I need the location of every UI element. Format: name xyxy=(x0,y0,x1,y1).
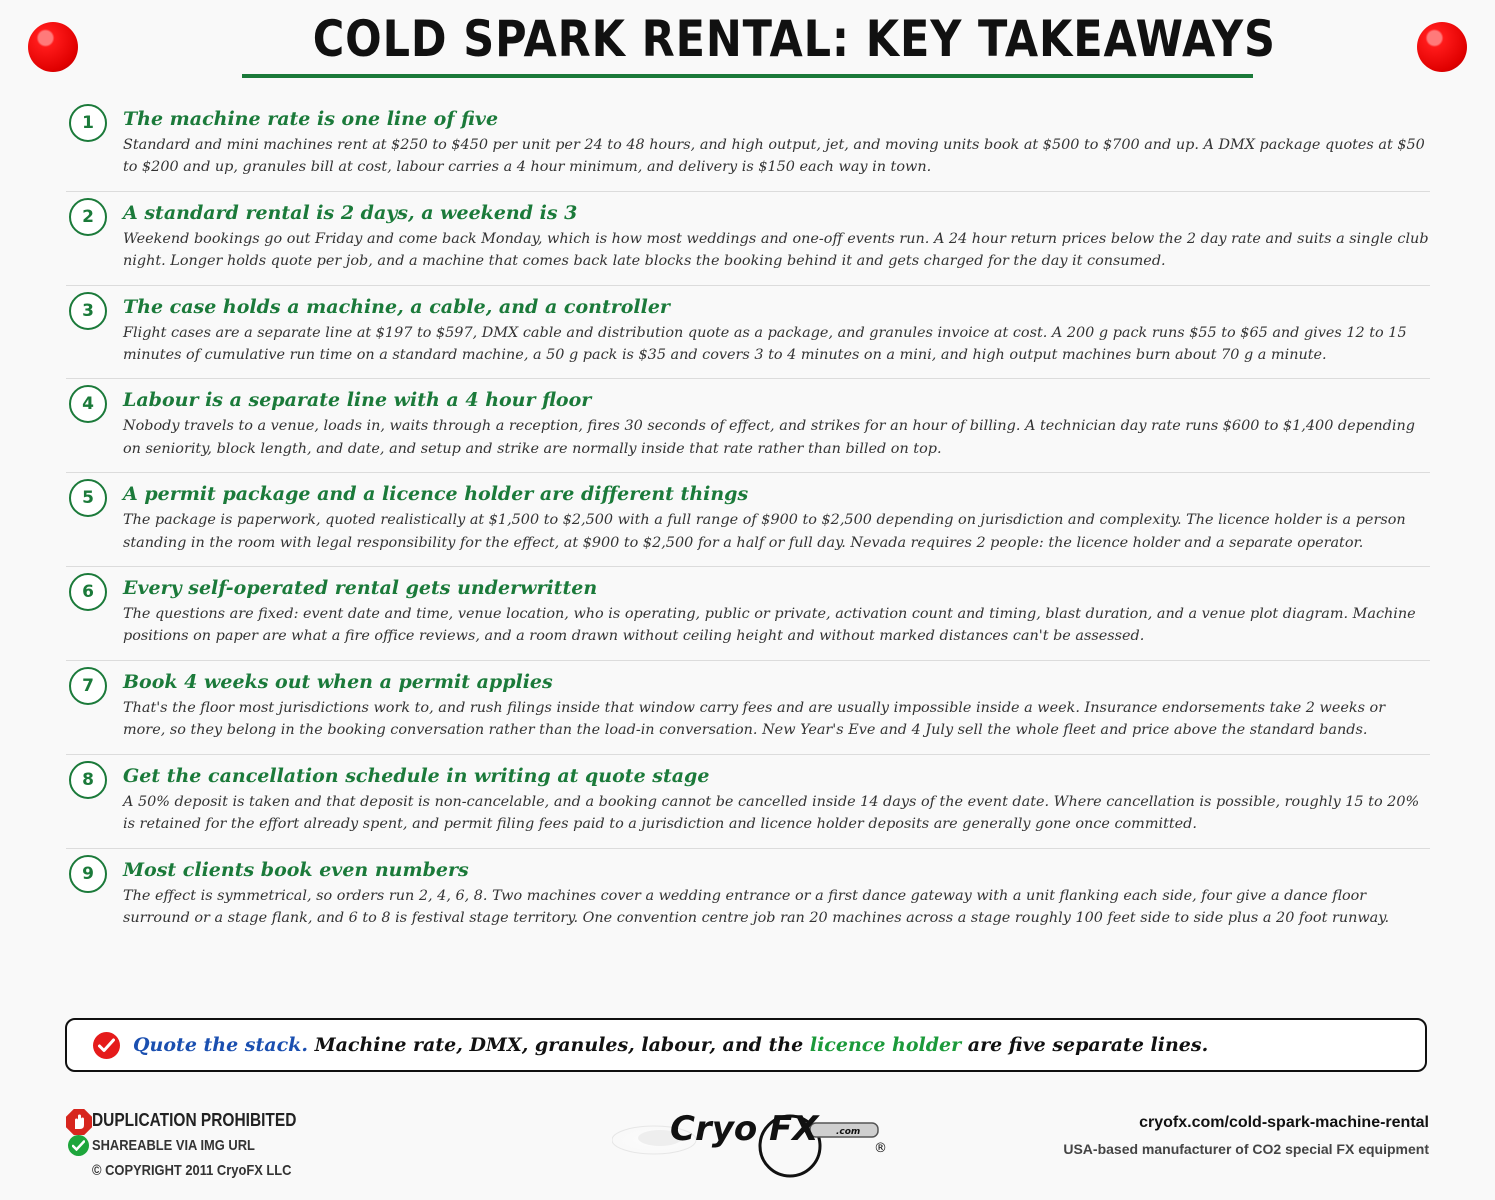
footer-notices xyxy=(64,1108,330,1183)
summary-callout xyxy=(65,1018,1427,1072)
site-url-link[interactable]: cryofx.com/cold-spark-machine-rental xyxy=(1139,1114,1429,1131)
takeaway-item xyxy=(66,379,1430,473)
item-title: Book 4 weeks out when a permit applies xyxy=(123,670,553,693)
item-number-badge: 9 xyxy=(69,855,107,893)
red-dot-left-icon xyxy=(28,22,78,72)
item-number-badge: 2 xyxy=(69,198,107,236)
duplication-notice xyxy=(64,1108,330,1133)
takeaway-item xyxy=(66,755,1430,849)
item-body: A 50% deposit is taken and that deposit is non-cancelable, and a booking cannot be cancelled inside 14 days of the event date. Where cancellation is possible, roughly 15 to 20% is retained for the effort already spent, and permit filing fees paid to a jurisdiction and licence holder deposits are generally gone once committed. xyxy=(123,793,1420,833)
page-title: COLD SPARK RENTAL: KEY TAKEAWAYS xyxy=(312,10,1276,68)
item-number-badge: 8 xyxy=(69,761,107,799)
item-title: A standard rental is 2 days, a weekend is 3 xyxy=(123,201,578,224)
item-title: Most clients book even numbers xyxy=(123,858,469,881)
red-dot-right-icon xyxy=(1417,22,1467,72)
takeaways-list xyxy=(66,98,1430,941)
item-title: Labour is a separate line with a 4 hour floor xyxy=(123,389,592,412)
duplication-text: DUPLICATION PROHIBITED xyxy=(92,1110,297,1130)
item-number-badge: 3 xyxy=(69,292,107,330)
item-number-badge: 5 xyxy=(69,479,107,517)
checkmark-icon xyxy=(93,1032,120,1059)
cryofx-logo[interactable] xyxy=(612,1090,892,1180)
callout-lead: Quote the stack. xyxy=(133,1034,308,1056)
item-body: That's the floor most jurisdictions work to, and rush filings inside that window carry fees and are usually impossible inside a week. Insurance endorsements take 2 weeks or more, so they belong in the booking conversation rather than the load-in conversation. New Year's Eve and 4 July sell the whole fleet and price above the standard bands. xyxy=(123,699,1386,739)
green-check-icon xyxy=(64,1133,92,1158)
takeaway-item xyxy=(66,192,1430,286)
logo-wordmark: Cryo FX xyxy=(670,1109,819,1149)
registered-mark: ® xyxy=(874,1141,887,1156)
callout-highlight: licence holder xyxy=(809,1034,962,1056)
item-number-badge: 6 xyxy=(69,573,107,611)
callout-middle: Machine rate, DMX, granules, labour, and the xyxy=(307,1034,810,1056)
copyright-notice xyxy=(64,1158,330,1183)
item-title: The case holds a machine, a cable, and a controller xyxy=(123,295,670,318)
item-number-badge: 7 xyxy=(69,667,107,705)
callout-tail: are five separate lines. xyxy=(961,1034,1209,1056)
shareable-notice xyxy=(64,1133,330,1158)
item-body: Nobody travels to a venue, loads in, waits through a reception, fires 30 seconds of effect, and strikes for an hour of billing. A technician day rate runs $600 to $1,400 depending on seniority, block length, and date, and setup and strike are normally inside that rate rather than billed on top. xyxy=(123,418,1415,457)
takeaway-item xyxy=(66,286,1430,380)
takeaway-item xyxy=(66,661,1430,755)
item-body: The package is paperwork, quoted realistically at $1,500 to $2,500 with a full range of $900 to $2,500 depending on jurisdiction and complexity. The licence holder is a person standing in the room with legal responsibility for the effect, at $900 to $2,500 for a half or full day. Nevada requires 2 people: the licence holder and a separate operator. xyxy=(123,512,1406,551)
takeaway-item xyxy=(66,849,1430,942)
logo-suffix: .com xyxy=(836,1127,861,1137)
takeaway-item xyxy=(66,567,1430,661)
item-body: The questions are fixed: event date and time, venue location, who is operating, public or private, activation count and timing, blast duration, and a venue plot diagram. Machine positions on paper are what a fire office reviews, and a room drawn without ceiling height and without marked distances can't be assessed. xyxy=(123,606,1416,645)
item-title: Get the cancellation schedule in writing at quote stage xyxy=(123,764,710,787)
callout-text xyxy=(133,1020,1208,1070)
item-number-badge: 1 xyxy=(69,104,107,142)
item-body: Standard and mini machines rent at $250 to $450 per unit per 24 to 48 hours, and high output, jet, and moving units book at $500 to $700 and up. A DMX package quotes at $50 to $200 and up, granules bill at cost, labour carries a 4 hour minimum, and delivery is $150 each way in town. xyxy=(123,137,1425,176)
item-title: The machine rate is one line of five xyxy=(123,108,499,130)
item-body: The effect is symmetrical, so orders run 2, 4, 6, 8. Two machines cover a wedding entrance or a first dance gateway with a unit flanking each side, four give a dance floor surround or a stage flank, and 6 to 8 is festival stage territory. One convention centre job ran 20 machines across a stage roughly 100 feet side to side plus a 20 foot runway. xyxy=(123,887,1390,926)
item-body: Weekend bookings go out Friday and come back Monday, which is how most weddings and one-off events run. A 24 hour return prices below the 2 day rate and suits a single club night. Longer holds quote per job, and a machine that comes back late blocks the booking behind it and gets charged for the day it consumed. xyxy=(123,230,1429,270)
item-number-badge: 4 xyxy=(69,385,107,423)
takeaway-item xyxy=(66,473,1430,567)
takeaway-item xyxy=(66,98,1430,192)
item-title: A permit package and a licence holder are different things xyxy=(123,483,749,506)
title-underline xyxy=(242,74,1253,78)
item-title: Every self-operated rental gets underwritten xyxy=(123,577,598,600)
stop-hand-icon xyxy=(64,1108,92,1133)
tagline: USA-based manufacturer of CO2 special FX equipment xyxy=(1063,1141,1429,1157)
copyright-text: © COPYRIGHT 2011 CryoFX LLC xyxy=(92,1162,292,1179)
item-body: Flight cases are a separate line at $197 to $597, DMX cable and distribution quote as a package, and granules invoice at cost. A 200 g pack runs $55 to $65 and gives 12 to 15 minutes of cumulative run time on a standard machine, a 50 g pack is $35 and covers 3 to 4 minutes on a mini, and high output machines burn about 70 g a minute. xyxy=(123,324,1407,364)
footer-contact xyxy=(1063,1112,1429,1164)
shareable-text: SHAREABLE VIA IMG URL xyxy=(92,1137,255,1154)
